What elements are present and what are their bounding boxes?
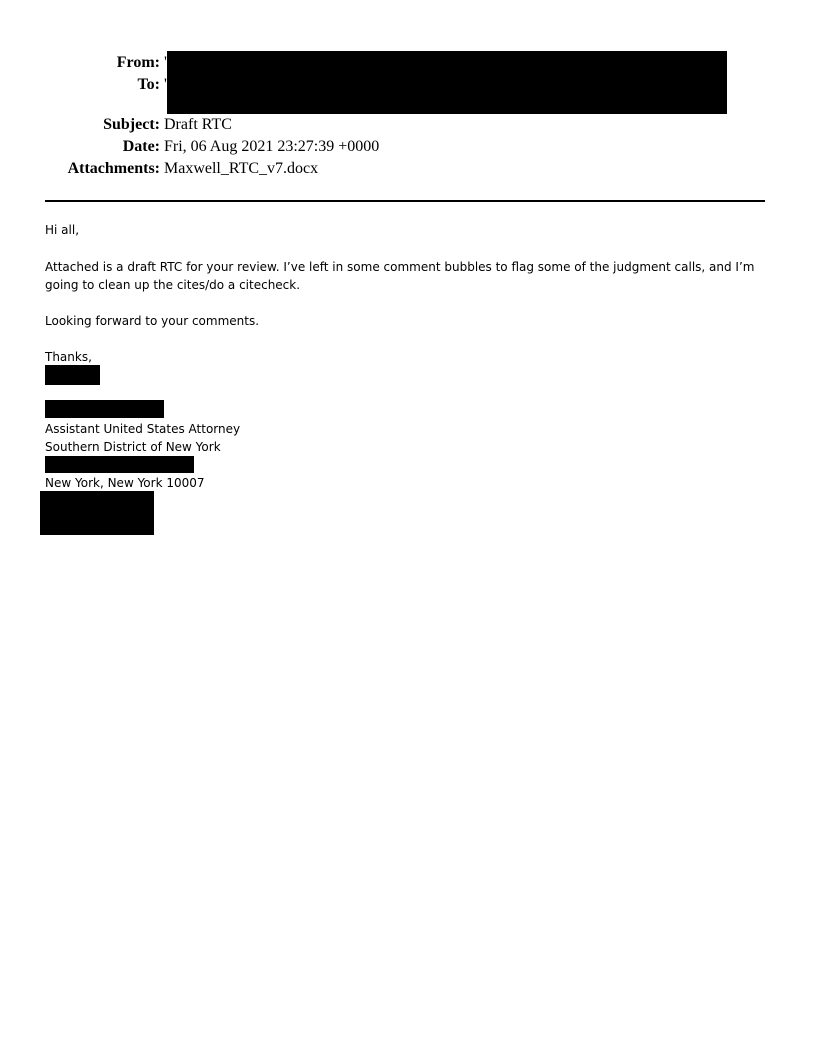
- subject-value: Draft RTC: [164, 116, 232, 133]
- from-label: From:: [116, 54, 160, 71]
- header-divider: [45, 200, 765, 202]
- redaction-from-to: [167, 51, 727, 114]
- subject-label: Subject:: [103, 116, 160, 133]
- date-value: Fri, 06 Aug 2021 23:27:39 +0000: [164, 138, 380, 155]
- body-paragraph-line-2: going to clean up the cites/do a citecheck.: [45, 278, 301, 292]
- redaction-street-address: [45, 456, 194, 473]
- date-label: Date:: [122, 138, 160, 155]
- signature-title: Assistant United States Attorney: [45, 422, 241, 436]
- body-paragraph-line-1: Attached is a draft RTC for your review. I’ve left in some comment bubbles to flag some of the judgment calls, and I’m: [45, 260, 755, 274]
- attachment-filename[interactable]: Maxwell_RTC_v7.docx: [164, 160, 319, 177]
- greeting: Hi all,: [45, 223, 80, 237]
- redaction-signature-name: [45, 400, 164, 418]
- signature-city-line: New York, New York 10007: [45, 476, 205, 490]
- redaction-contact-info: [40, 491, 154, 535]
- redaction-sender-name: [45, 365, 100, 385]
- closing-line: Looking forward to your comments.: [45, 314, 260, 328]
- signoff: Thanks,: [45, 350, 92, 364]
- attachments-label: Attachments:: [67, 160, 160, 177]
- signature-office: Southern District of New York: [45, 440, 221, 454]
- from-value-fragment: ': [164, 54, 167, 71]
- to-value-fragment: ': [164, 76, 167, 93]
- to-label: To:: [137, 76, 160, 93]
